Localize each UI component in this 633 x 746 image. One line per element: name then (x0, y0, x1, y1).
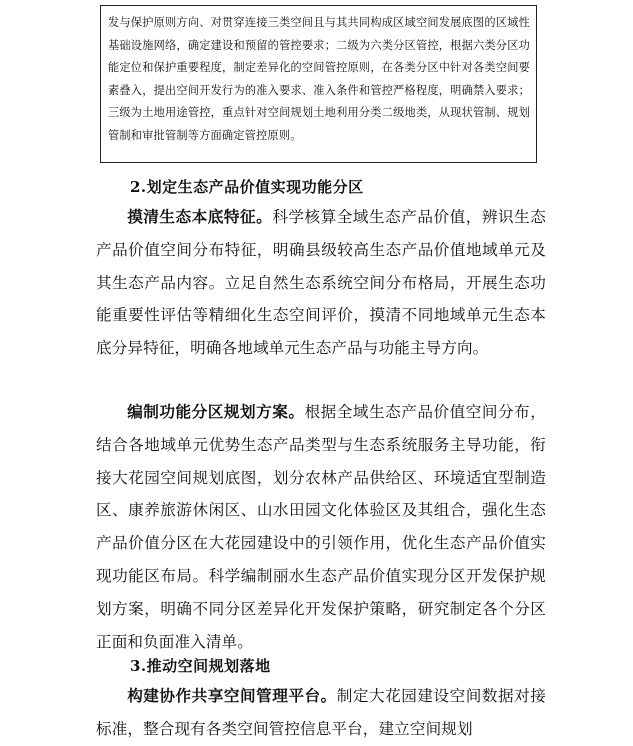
boxed-note (100, 5, 537, 163)
section-2-paragraph-2 (96, 396, 546, 658)
paragraph-lead: 编制功能分区规划方案。 (127, 402, 305, 421)
paragraph-lead: 构建协作共享空间管理平台。 (127, 686, 337, 705)
paragraph-body: 制定大花园建设空间数据对接标准，整合现有各类空间管控信息平台，建立空间规划 (96, 687, 546, 738)
paragraph-body: 根据全域生态产品价值空间分布，结合各地域单元优势生态产品类型与生态系统服务主导功能，衔接大花园空间规划底图，划分农林产品供给区、环境适宜型制造区、康养旅游休闲区、山水田园文化体验区及其组合，强化生态产品价值分区在大花园建设中的引领作用，优化生态产品价值实现功能区布局。科学编制丽水生态产品价值实现分区开发保护规划方案，明确不同分区差异化开发保护策略，研究制定各个分区正面和负面准入清单。 (96, 403, 546, 651)
boxed-note-text: 发与保护原则方向、对贯穿连接三类空间且与其共同构成区域空间发展底图的区域性基础设施网络，确定建设和预留的管控要求；二级为六类分区管控，根据六类分区功能定位和保护重要程度，制定差异化的空间管控原则，在各类分区中针对各类空间要素叠入，提出空间开发行为的准入要求、准入条件和管控严格程度，明确禁入要求；三级为土地用途管控，重点针对空间规划土地利用分类二级地类，从现状管制、规划管制和审批管制等方面确定管控原则。 (108, 16, 530, 142)
section-3-paragraph-1 (96, 680, 546, 746)
paragraph-body: 科学核算全域生态产品价值，辨识生态产品价值空间分布特征，明确县级较高生态产品价值地域单元及其生态产品内容。立足自然生态系统空间分布格局，开展生态功能重要性评估等精细化生态空间评价，摸清不同地域单元生态本底分异特征，明确各地域单元生态产品与功能主导方向。 (96, 208, 546, 358)
paragraph-lead: 摸清生态本底特征。 (127, 207, 273, 226)
section-3-heading: 3.推动空间规划落地 (130, 657, 271, 675)
section-2-heading: 2.划定生态产品价值实现功能分区 (130, 178, 364, 196)
section-2-paragraph-1 (96, 201, 546, 365)
